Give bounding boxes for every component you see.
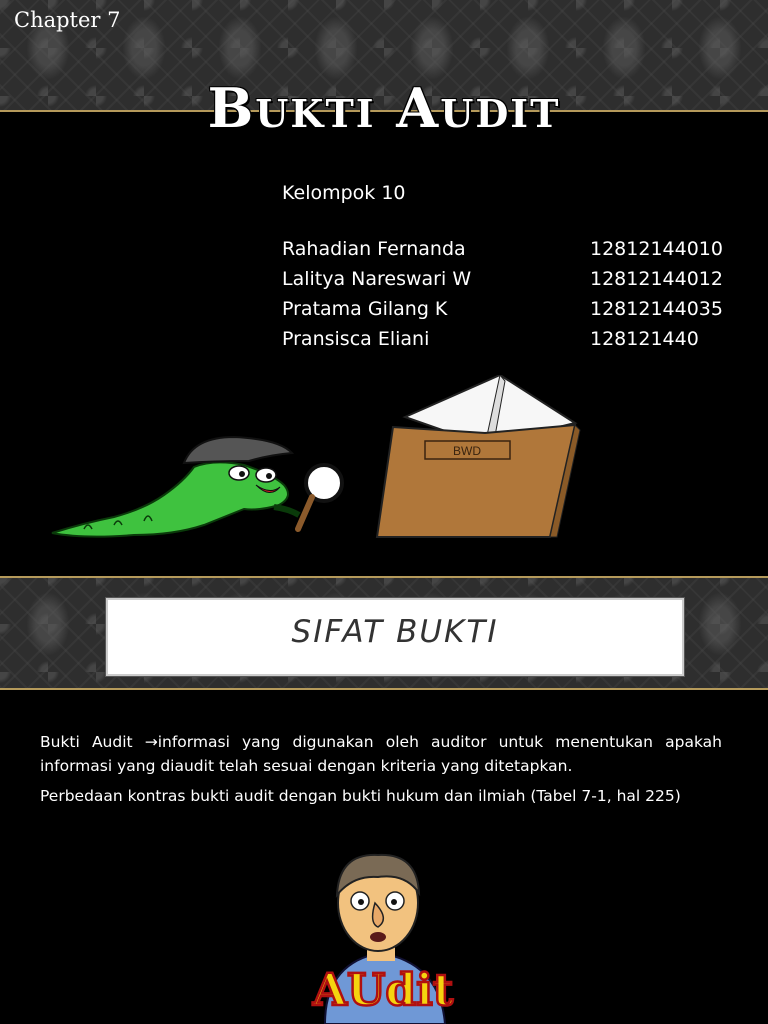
slide-title: Bukti Audit bbox=[207, 76, 561, 140]
member-name: Pransisca Eliani bbox=[282, 328, 430, 350]
member-id: 12812144010 bbox=[590, 238, 723, 260]
member-name: Pratama Gilang K bbox=[282, 298, 448, 320]
member-id: 12812144012 bbox=[590, 268, 723, 290]
section-divider-bottom bbox=[0, 688, 768, 690]
member-list bbox=[282, 238, 742, 358]
member-row bbox=[282, 298, 742, 328]
worm-detective-illustration bbox=[44, 425, 354, 545]
section-heading: SIFAT BUKTI bbox=[291, 614, 499, 650]
comparison-paragraph: Perbedaan kontras bukti audit dengan bukti hukum dan ilmiah (Tabel 7-1, hal 225) bbox=[40, 787, 681, 805]
member-row bbox=[282, 238, 742, 268]
member-name: Lalitya Nareswari W bbox=[282, 268, 472, 290]
heading-box bbox=[106, 598, 684, 676]
group-label: Kelompok 10 bbox=[282, 182, 406, 204]
chapter-label: Chapter 7 bbox=[14, 8, 121, 32]
definition-paragraph: Bukti Audit →informasi yang digunakan oleh auditor untuk menentukan apakah informasi yang diaudit telah sesuai dengan kriteria yang ditetapkan. bbox=[40, 733, 722, 775]
auditor-cartoon bbox=[255, 845, 515, 1024]
member-name: Rahadian Fernanda bbox=[282, 238, 466, 260]
audit-sign: AUdit bbox=[312, 965, 454, 1016]
member-row bbox=[282, 328, 742, 358]
book-illustration bbox=[375, 375, 585, 540]
member-id: 12812144035 bbox=[590, 298, 723, 320]
member-id: 128121440 bbox=[590, 328, 699, 350]
book-label: BWD bbox=[453, 444, 481, 458]
section-divider-top bbox=[0, 576, 768, 578]
member-row bbox=[282, 268, 742, 298]
